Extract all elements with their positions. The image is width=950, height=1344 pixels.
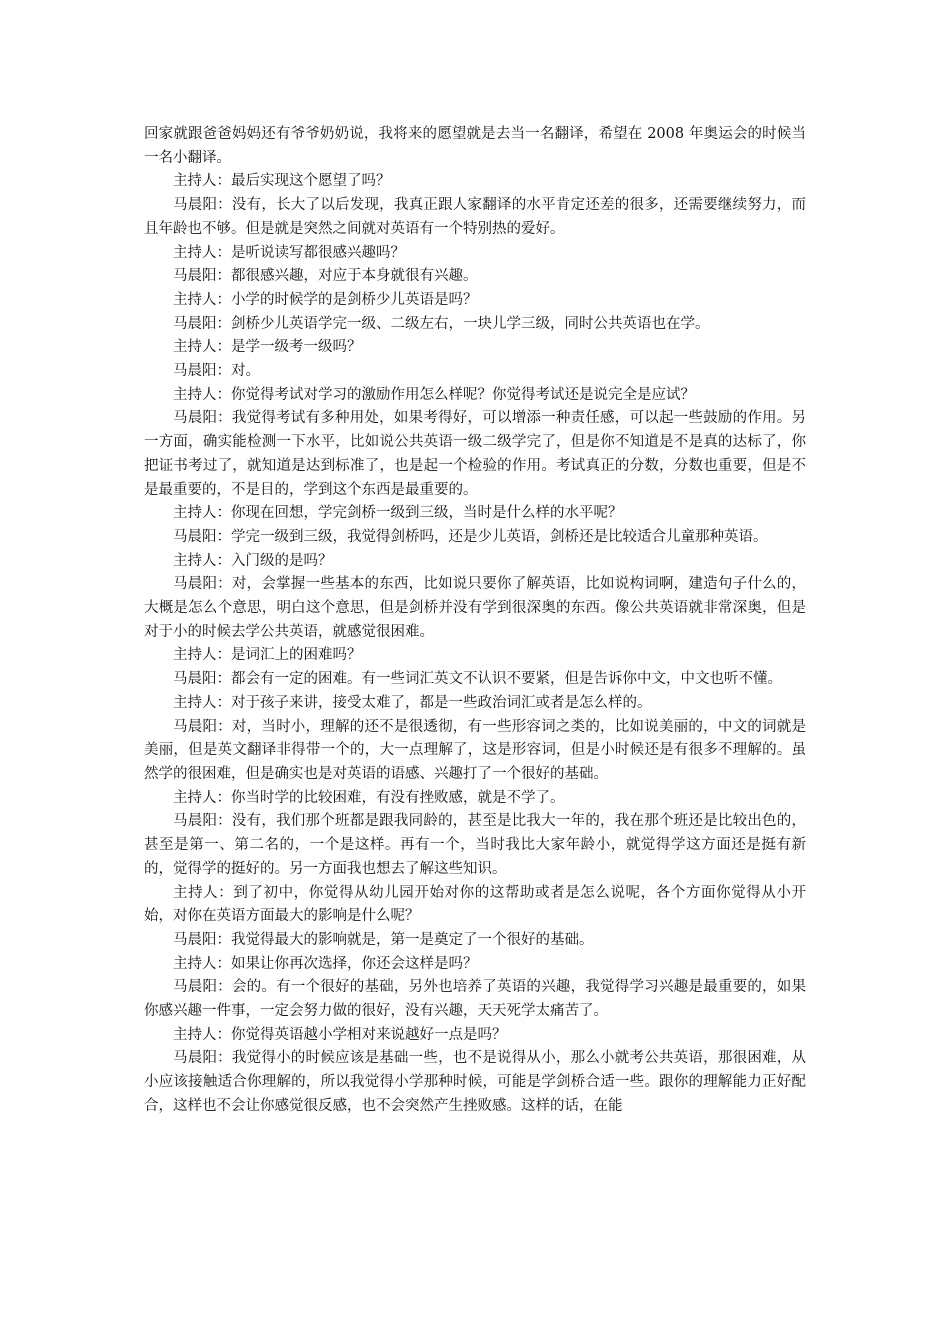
paragraph: 马晨阳：学完一级到三级，我觉得剑桥吗，还是少儿英语，剑桥还是比较适合儿童那种英语。 [173, 528, 768, 545]
paragraph: 马晨阳：都很感兴趣，对应于本身就很有兴趣。 [173, 268, 478, 285]
paragraph: 主持人：你当时学的比较困难，有没有挫败感，就是不学了。 [173, 789, 565, 806]
paragraph: 主持人：是听说读写都很感兴趣吗？ [173, 244, 405, 261]
paragraph: 马晨阳：没有，长大了以后发现，我真正跟人家翻译的水平肯定还差的很多，还需要继续努力，而且年龄也不够。但是就是突然之间就对英语有一个特别热的爱好。 [144, 197, 806, 237]
paragraph: 马晨阳：对，会掌握一些基本的东西，比如说只要你了解英语，比如说构词啊，建造句子什么的，大概是怎么个意思，明白这个意思，但是剑桥并没有学到很深奥的东西。像公共英语就非常深奥，但是对于小的时候去学公共英语，就感觉很困难。 [144, 576, 806, 640]
paragraph: 主持人：是学一级考一级吗？ [173, 339, 362, 356]
paragraph: 马晨阳：我觉得最大的影响就是，第一是奠定了一个很好的基础。 [173, 931, 594, 948]
paragraph: 回家就跟爸爸妈妈还有爷爷奶奶说，我将来的愿望就是去当一名翻译，希望在 2008 年奥运会的时候当一名小翻译。 [144, 126, 806, 166]
paragraph: 主持人：如果让你再次选择，你还会这样是吗？ [173, 955, 478, 972]
paragraph: 马晨阳：会的。有一个很好的基础，另外也培养了英语的兴趣，我觉得学习兴趣是最重要的，如果你感兴趣一件事，一定会努力做的很好，没有兴趣，天天死学太痛苦了。 [144, 979, 806, 1020]
paragraph: 马晨阳：我觉得小的时候应该是基础一些，也不是说得从小，那么小就考公共英语，那很困难，从小应该接触适合你理解的，所以我觉得小学那种时候，可能是学剑桥合适一些。跟你的理解能力正好配合，这样也不会让你感觉很反感，也不会突然产生挫败感。这样的话，在能 [144, 1050, 806, 1114]
paragraph: 主持人：是词汇上的困难吗？ [173, 647, 362, 664]
paragraph: 主持人：对于孩子来讲，接受太难了，都是一些政治词汇或者是怎么样的。 [173, 694, 652, 711]
paragraph: 马晨阳：对。 [173, 363, 260, 380]
paragraph: 主持人：你觉得考试对学习的激励作用怎么样呢？你觉得考试还是说完全是应试？ [173, 386, 695, 403]
paragraph: 马晨阳：都会有一定的困难。有一些词汇英文不认识不要紧，但是告诉你中文，中文也听不懂。 [173, 671, 782, 688]
paragraph: 马晨阳：没有，我们那个班都是跟我同龄的，甚至是比我大一年的，我在那个班还是比较出色的，甚至是第一、第二名的，一个是这样。再有一个，当时我比大家年龄小，就觉得学这方面还是挺有新的，觉得学的挺好的。另一方面我也想去了解这些知识。 [144, 813, 806, 877]
paragraph: 主持人：小学的时候学的是剑桥少儿英语是吗？ [173, 291, 478, 308]
paragraph: 主持人：到了初中，你觉得从幼儿园开始对你的这帮助或者是怎么说呢，各个方面你觉得从小开始，对你在英语方面最大的影响是什么呢？ [144, 884, 806, 925]
document-body [144, 123, 806, 1119]
paragraph: 马晨阳：我觉得考试有多种用处，如果考得好，可以增添一种责任感，可以起一些鼓励的作用。另一方面，确实能检测一下水平，比如说公共英语一级二级学完了，但是你不知道是不是真的达标了，你把证书考过了，就知道是达到标准了，也是起一个检验的作用。考试真正的分数，分数也重要，但是不是最重要的，不是目的，学到这个东西是最重要的。 [144, 410, 806, 498]
paragraph: 主持人：最后实现这个愿望了吗？ [173, 173, 391, 190]
paragraph: 主持人：你觉得英语越小学相对来说越好一点是吗？ [173, 1026, 507, 1043]
paragraph: 主持人：你现在回想，学完剑桥一级到三级，当时是什么样的水平呢？ [173, 505, 623, 522]
paragraph: 马晨阳：对，当时小，理解的还不是很透彻，有一些形容词之类的，比如说美丽的，中文的词就是美丽，但是英文翻译非得带一个的，大一点理解了，这是形容词，但是小时候还是有很多不理解的。虽然学的很困难，但是确实也是对英语的语感、兴趣打了一个很好的基础。 [144, 718, 806, 782]
paragraph: 马晨阳：剑桥少儿英语学完一级、二级左右，一块儿学三级，同时公共英语也在学。 [173, 315, 710, 332]
paragraph: 主持人：入门级的是吗？ [173, 552, 333, 569]
